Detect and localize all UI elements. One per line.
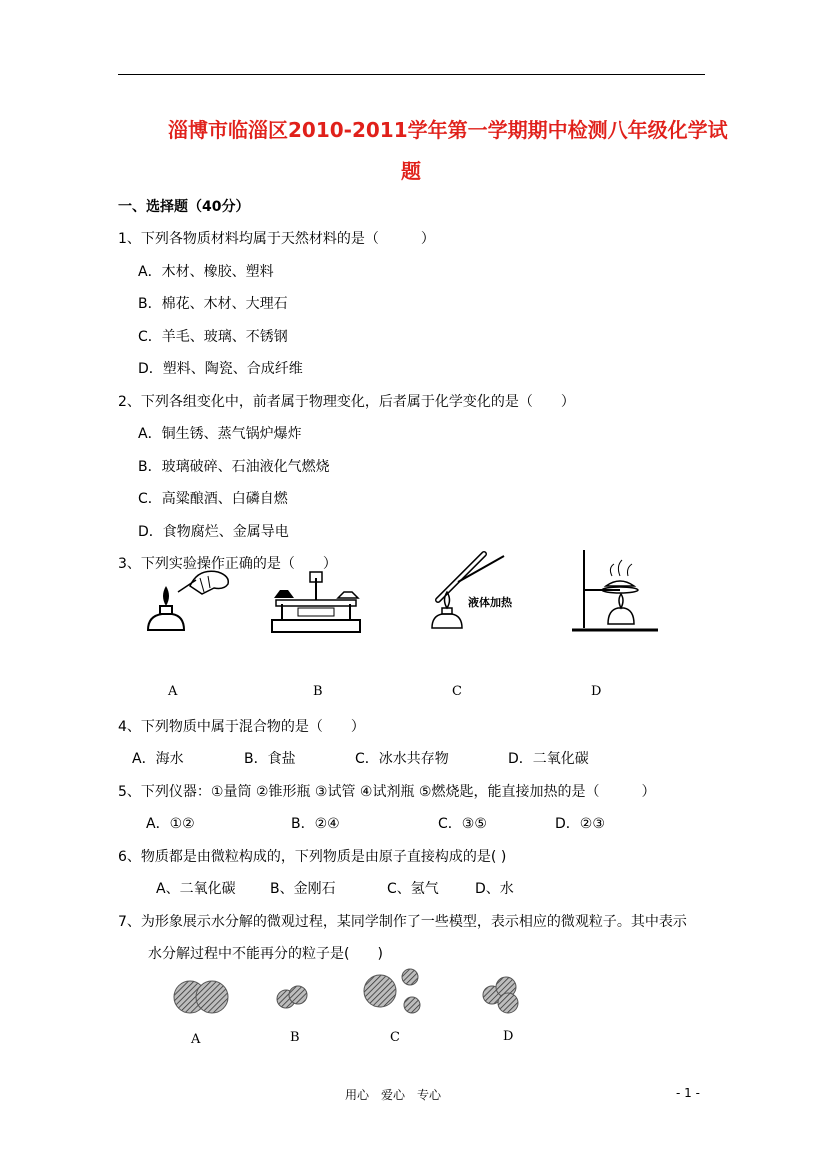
balance-figure — [268, 568, 368, 638]
question-7-stem: 7、为形象展示水分解的微观过程，某同学制作了一些模型，表示相应的微观粒子。其中表示 — [118, 914, 687, 930]
question-3-label-d: D — [591, 684, 602, 699]
footer-motto: 用心 爱心 专心 — [345, 1088, 442, 1102]
liquid-heating-caption: 液体加热 — [468, 596, 512, 609]
lamp-lighting-figure — [138, 568, 238, 638]
question-3-label-c: C — [452, 684, 462, 699]
section-heading: 一、选择题（40分） — [118, 199, 250, 215]
question-6-option-a: A、二氧化碳 — [156, 881, 236, 897]
stand-heating-figure — [568, 546, 668, 636]
question-2-option-a: A．铜生锈、蒸气锅炉爆炸 — [138, 426, 302, 442]
question-2-stem: 2、下列各组变化中，前者属于物理变化，后者属于化学变化的是（ ） — [118, 394, 575, 410]
question-2-option-b: B．玻璃破碎、石油液化气燃烧 — [138, 459, 330, 475]
question-6-option-c: C、氢气 — [387, 881, 439, 897]
liquid-heating-figure — [418, 546, 538, 642]
question-4-option-c: C．冰水共存物 — [355, 751, 449, 767]
question-1-option-b: B．棉花、木材、大理石 — [138, 296, 288, 312]
doc-title-cont: 题 — [401, 159, 421, 183]
question-4-stem: 4、下列物质中属于混合物的是（ ） — [118, 719, 365, 735]
question-5-option-a: A．①② — [146, 816, 195, 832]
doc-title: 淄博市临淄区2010-2011学年第一学期期中检测八年级化学试 — [168, 118, 728, 142]
question-3-label-a: A — [168, 684, 178, 699]
page-number: - 1 - — [676, 1086, 700, 1100]
question-7-label-b: B — [290, 1030, 300, 1045]
question-4-option-d: D．二氧化碳 — [508, 751, 589, 767]
question-6-option-d: D、水 — [475, 881, 514, 897]
question-7-label-d: D — [503, 1029, 514, 1044]
question-3-stem: 3、下列实验操作正确的是（ ） — [118, 556, 337, 572]
question-1-option-c: C．羊毛、玻璃、不锈钢 — [138, 329, 288, 345]
question-7-stem-cont: 水分解过程中不能再分的粒子是( ) — [148, 946, 383, 962]
question-1-option-a: A．木材、橡胶、塑料 — [138, 264, 274, 280]
header-rule — [118, 74, 705, 75]
question-7-label-c: C — [390, 1030, 400, 1045]
question-5-option-d: D．②③ — [555, 816, 605, 832]
particle-models-figure — [170, 965, 530, 1025]
question-7-label-a: A — [191, 1032, 201, 1047]
question-4-option-a: A．海水 — [132, 751, 184, 767]
question-5-option-b: B．②④ — [291, 816, 340, 832]
question-5-option-c: C．③⑤ — [438, 816, 487, 832]
question-2-option-d: D．食物腐烂、金属导电 — [138, 524, 289, 540]
question-2-option-c: C．高粱酿酒、白磷自燃 — [138, 491, 288, 507]
question-6-option-b: B、金刚石 — [270, 881, 336, 897]
question-1-option-d: D．塑料、陶瓷、合成纤维 — [138, 361, 303, 377]
question-1-stem: 1、下列各物质材料均属于天然材料的是（ ） — [118, 231, 435, 247]
question-6-stem: 6、物质都是由微粒构成的，下列物质是由原子直接构成的是( ) — [118, 849, 507, 865]
question-3-label-b: B — [313, 684, 323, 699]
question-5-stem: 5、下列仪器：①量筒 ②锥形瓶 ③试管 ④试剂瓶 ⑤燃烧匙，能直接加热的是（ ） — [118, 784, 656, 800]
question-4-option-b: B．食盐 — [244, 751, 296, 767]
